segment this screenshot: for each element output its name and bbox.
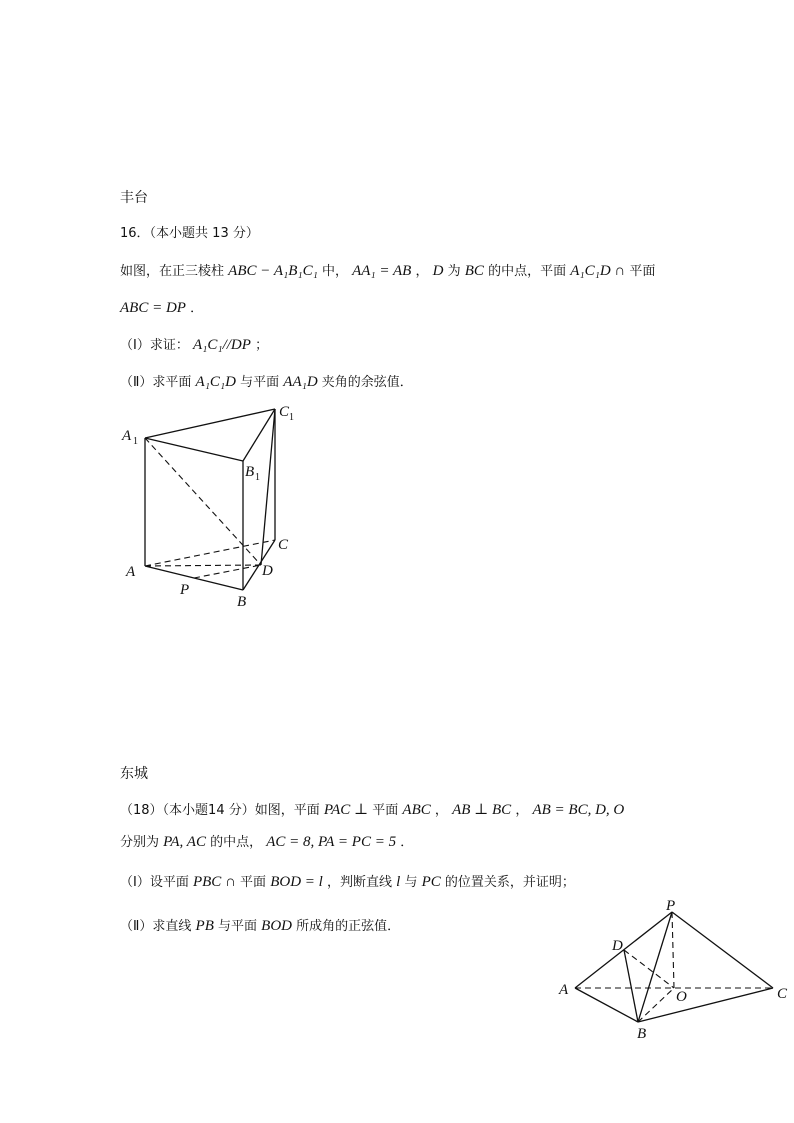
- part-label: （I）设平面: [120, 875, 189, 890]
- region-heading-fengtai: 丰台: [120, 190, 148, 206]
- plane-bod: BOD: [261, 918, 292, 934]
- label-d: D: [612, 938, 623, 954]
- part-text: ；: [255, 338, 269, 353]
- part-text: 与平面: [218, 919, 258, 934]
- stem-text: ．: [190, 301, 204, 316]
- prism-expression: ABC − A₁B₁C₁: [228, 263, 318, 279]
- parallel-expression: A₁C₁//DP: [192, 337, 251, 353]
- part-text: 与: [404, 875, 418, 890]
- label-p: P: [180, 582, 190, 598]
- point-d: D: [432, 263, 444, 279]
- label-o: O: [676, 989, 687, 1005]
- plane-bod-l: BOD = l: [270, 874, 323, 890]
- stem-text: 的中点，: [210, 835, 263, 850]
- stem-text: ．: [400, 835, 414, 850]
- label-b1: B: [245, 464, 255, 480]
- part-text: 所成角的正弦值．: [296, 919, 401, 934]
- label-b1-sub: 1: [255, 472, 260, 483]
- label-d: D: [262, 563, 273, 579]
- segment-pc: PC: [421, 874, 441, 890]
- label-a: A: [559, 982, 569, 998]
- stem-text: 为: [447, 264, 461, 279]
- part-text: 平面: [240, 875, 267, 890]
- label-c1-sub: 1: [289, 412, 294, 423]
- part-label: （Ⅰ）求证：: [120, 338, 189, 353]
- stem-text: 如图，在正三棱柱: [120, 264, 225, 279]
- plane-aa1d: AA₁D: [283, 374, 318, 390]
- line-l: l: [396, 874, 401, 890]
- intersection-expression: ABC = DP: [120, 300, 186, 316]
- part-text: 与平面: [240, 375, 280, 390]
- label-b: B: [237, 594, 247, 610]
- plane-pac: PAC ⊥: [323, 802, 369, 818]
- label-c: C: [777, 986, 788, 1002]
- plane-a1c1d: A₁C₁D: [195, 374, 236, 390]
- segment-bc: BC: [464, 263, 484, 279]
- part-text: ，判断直线: [326, 875, 392, 890]
- segments-pa-ac: PA, AC: [163, 834, 206, 850]
- stem-text: ，: [415, 264, 429, 279]
- label-p: P: [666, 898, 676, 914]
- label-a: A: [126, 564, 136, 580]
- part-label: （Ⅱ）求平面: [120, 375, 192, 390]
- stem-text: ，: [434, 803, 448, 818]
- label-a1: A: [122, 428, 132, 444]
- plane-pbc: PBC ∩: [192, 874, 236, 890]
- stem-text: 分别为: [120, 835, 160, 850]
- label-b: B: [637, 1026, 647, 1042]
- plane-abc: ABC: [402, 802, 431, 818]
- stem-text: 的中点，平面: [488, 264, 567, 279]
- stem-text: 中，: [321, 264, 348, 279]
- condition-expression: AA₁ = AB: [352, 263, 412, 279]
- stem-text: ，: [515, 803, 529, 818]
- perp-expression: AB ⊥ BC: [452, 802, 512, 818]
- label-c: C: [278, 537, 289, 553]
- problem-16-header: 16．（本小题共 13 分）: [120, 226, 259, 241]
- part-text: 夹角的余弦值．: [321, 375, 413, 390]
- stem-text: 平面: [629, 264, 656, 279]
- part-text: 的位置关系，并证明；: [444, 875, 575, 890]
- part-label: （Ⅱ）求直线: [120, 919, 192, 934]
- equal-expression: AB = BC, D, O: [532, 802, 625, 818]
- label-c1: C: [279, 404, 290, 420]
- stem-text: （18）（本小题14 分）如图，平面: [120, 803, 320, 818]
- label-a1-sub: 1: [133, 436, 138, 447]
- plane-a1c1d: A₁C₁D ∩: [570, 263, 626, 279]
- stem-text: 平面: [372, 803, 399, 818]
- length-values: AC = 8, PA = PC = 5: [266, 834, 397, 850]
- line-pb: PB: [195, 918, 214, 934]
- region-heading-dongcheng: 东城: [120, 766, 148, 782]
